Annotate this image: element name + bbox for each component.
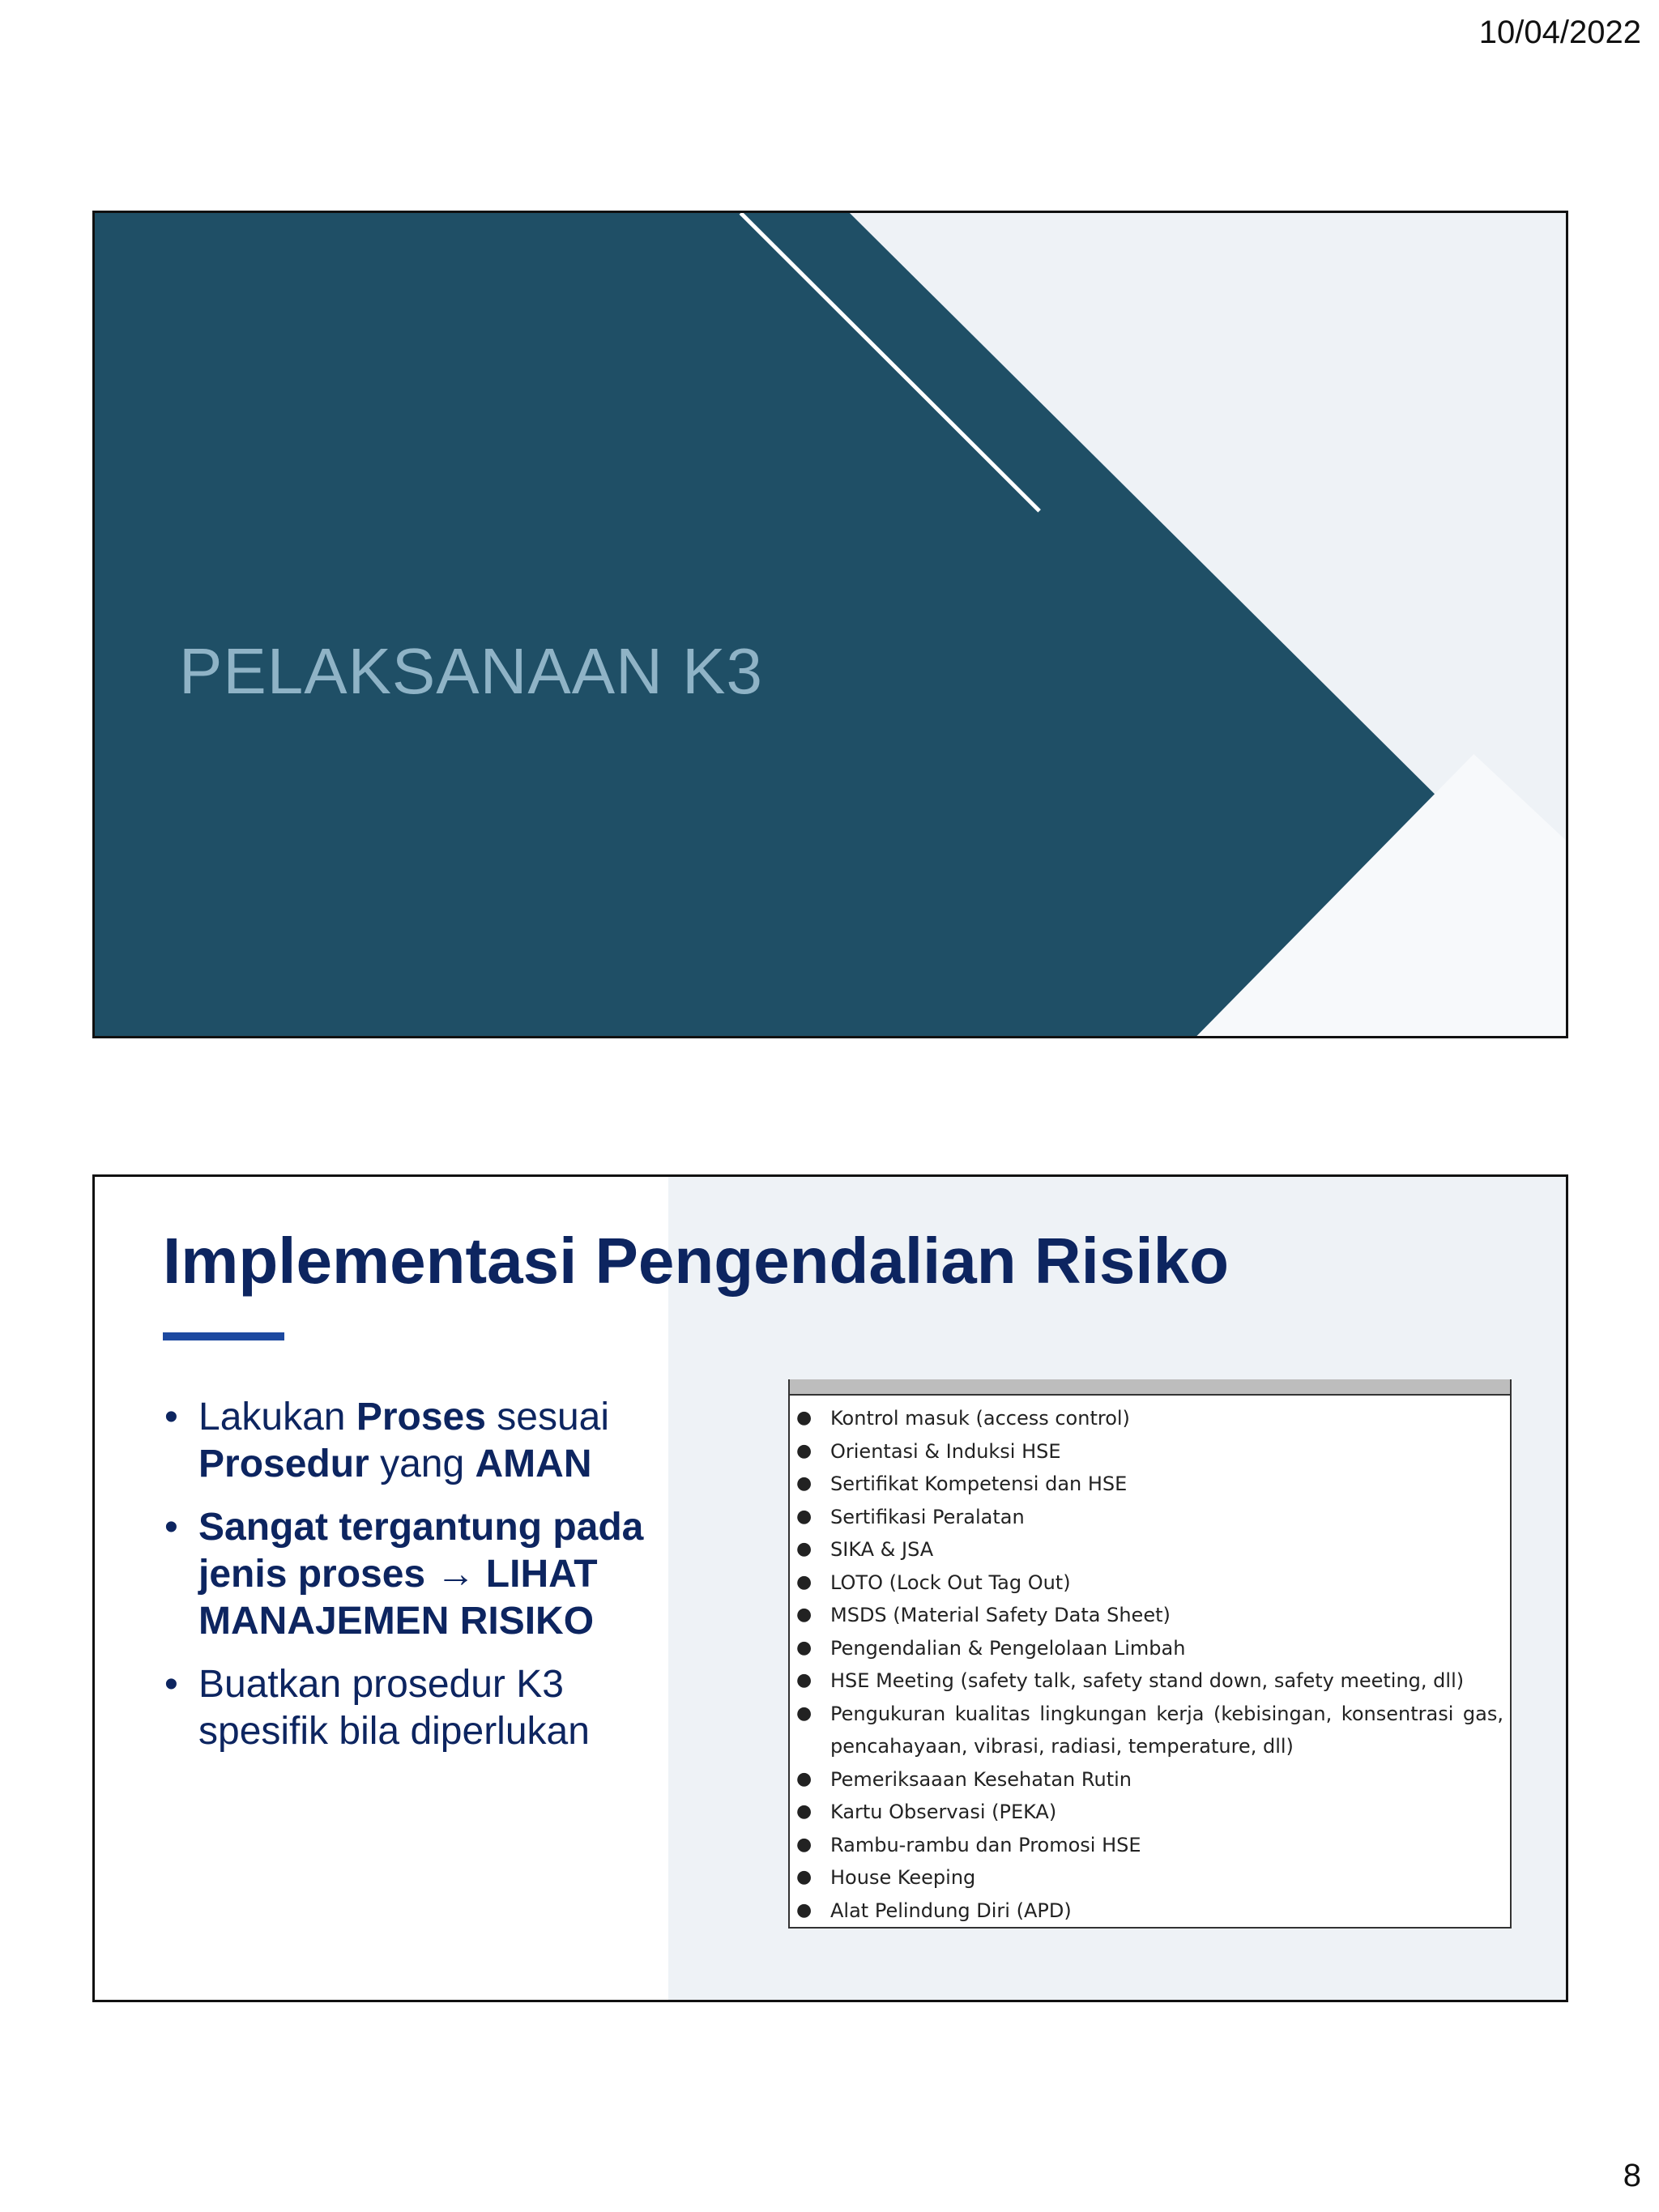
control-item-text: Sertifikasi Peralatan [830, 1505, 1025, 1528]
control-item-text: Pengukuran kualitas lingkungan kerja (kebisingan, konsentrasi gas, pencahayaan, vibrasi, radiasi, temperature, dll) [830, 1702, 1503, 1758]
control-item [790, 1468, 1503, 1501]
control-item-text: Alat Pelindung Diri (APD) [830, 1899, 1072, 1922]
control-item [790, 1632, 1503, 1665]
control-item [790, 1533, 1503, 1566]
page-date: 10/04/2022 [1478, 15, 1641, 50]
title-slide [92, 211, 1568, 1038]
bullet-dot: ● [796, 1670, 812, 1690]
control-item-text: MSDS (Material Safety Data Sheet) [830, 1604, 1171, 1626]
bullet-dot: ● [796, 1899, 812, 1920]
bullet-item [158, 1504, 660, 1645]
bullet-dot: • [164, 1506, 178, 1549]
bullet-text: AMAN [475, 1443, 592, 1485]
bullet-text: Prosedur [198, 1443, 369, 1485]
control-item [790, 1566, 1503, 1600]
bullet-dot: ● [796, 1768, 812, 1789]
control-item-text: HSE Meeting (safety talk, safety stand down, safety meeting, dll) [830, 1669, 1465, 1692]
control-item [790, 1861, 1503, 1894]
bullet-dot: • [164, 1396, 178, 1438]
control-item-text: House Keeping [830, 1866, 976, 1889]
control-list [790, 1396, 1510, 1927]
control-item-text: Pemeriksaaan Kesehatan Rutin [830, 1767, 1132, 1791]
control-item [790, 1829, 1503, 1862]
dark-chevron-shape [95, 213, 1439, 1036]
control-item-text: Pengendalian & Pengelolaan Limbah [830, 1636, 1186, 1660]
control-item-text: Orientasi & Induksi HSE [830, 1439, 1061, 1463]
slide-title: Implementasi Pengendalian Risiko [163, 1225, 1229, 1297]
bullet-dot: ● [796, 1571, 812, 1592]
control-item [790, 1402, 1503, 1435]
page-number: 8 [1623, 2158, 1641, 2193]
bullet-dot: ● [796, 1867, 812, 1887]
bullet-dot: ● [796, 1801, 812, 1822]
bullet-dot: ● [796, 1440, 812, 1461]
control-item-text: LOTO (Lock Out Tag Out) [830, 1571, 1071, 1594]
bullet-dot: • [164, 1663, 178, 1706]
bullet-dot: ● [796, 1605, 812, 1625]
bullet-dot: ● [796, 1506, 812, 1527]
title-slide-background [95, 213, 1566, 1036]
bullet-dot: ● [796, 1637, 812, 1658]
bullet-list [158, 1394, 660, 1771]
bullet-text: Sangat tergantung pada jenis proses → LIHAT MANAJEMEN RISIKO [198, 1506, 644, 1643]
title-underline [163, 1332, 284, 1340]
bullet-dot: ● [796, 1539, 812, 1559]
control-item [790, 1796, 1503, 1829]
control-item-text: Sertifikat Kompetensi dan HSE [830, 1473, 1128, 1495]
bullet-dot: ● [796, 1408, 812, 1428]
bullet-dot: ● [796, 1834, 812, 1855]
bullet-text: Lakukan [198, 1396, 356, 1438]
control-item [790, 1698, 1503, 1763]
bullet-text: Proses [356, 1396, 486, 1438]
bullet-text: Buatkan prosedur K3 spesifik bila diperlukan [198, 1663, 590, 1753]
list-box-header [790, 1379, 1510, 1396]
bullet-text: yang [369, 1443, 476, 1485]
bullet-dot: ● [796, 1473, 812, 1494]
control-list-box [788, 1379, 1512, 1929]
control-item [790, 1894, 1503, 1928]
slide-title: PELAKSANAAN K3 [179, 635, 763, 707]
bullet-dot: ● [796, 1703, 812, 1724]
control-item-text: SIKA & JSA [830, 1538, 934, 1561]
bullet-item [158, 1394, 660, 1488]
bullet-item [158, 1661, 660, 1755]
control-item-text: Kontrol masuk (access control) [830, 1407, 1130, 1430]
control-item [790, 1763, 1503, 1796]
control-item [790, 1501, 1503, 1534]
control-item-text: Kartu Observasi (PEKA) [830, 1801, 1057, 1823]
control-item [790, 1664, 1503, 1698]
control-item-text: Rambu-rambu dan Promosi HSE [830, 1833, 1141, 1856]
content-slide [92, 1174, 1568, 2002]
bullet-text: sesuai [485, 1396, 610, 1438]
control-item [790, 1435, 1503, 1468]
control-item [790, 1599, 1503, 1632]
